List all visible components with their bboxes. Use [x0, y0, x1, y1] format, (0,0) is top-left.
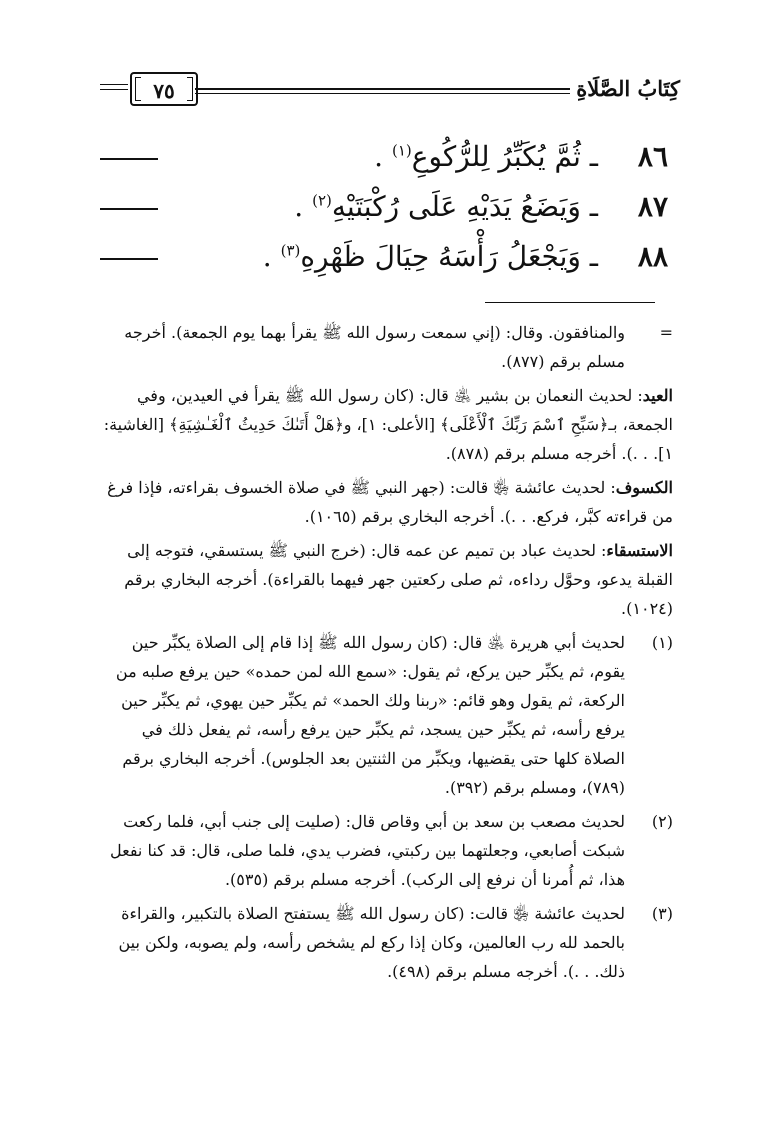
verse-marker-icon [100, 258, 158, 260]
paragraph-text: : لحديث عباد بن تميم عن عمه قال: (خرج النبي ﷺ يستسقي، فتوجه إلى القبلة يدعو، وحوَّل رداءه، ثم صلى ركعتين جهر فيهما بالقراءة). أخرجه البخاري برقم (١٠٢٤). [124, 541, 673, 618]
verse-number: ٨٨ [637, 240, 668, 273]
verse-line-87 [100, 190, 668, 232]
verse-marker-icon [100, 208, 158, 210]
footnote-3 [98, 899, 673, 986]
footnote-2 [98, 807, 673, 894]
verse-text: ـ ثُمَّ يُكَبِّرُ لِلرُّكُوعِ$^{(١)}$ . [374, 140, 598, 173]
footnote-text: لحديث مصعب بن سعد بن أبي وقاص قال: (صليت إلى جنب أبي، فلما ركعت شبكت أصابعي، وجعلتهما بين ركبتي، فضرب يدي، فلما صلى، قال: قد كنا نفعل هذا، ثم أُمرنا أن نرفع إلى الركب). أخرجه مسلم برقم (٥٣٥). [109, 812, 625, 889]
footnote-separator [485, 302, 655, 303]
page-number: ٧٥ [130, 72, 198, 106]
verse-line-86 [100, 140, 668, 182]
header-rule [195, 93, 570, 94]
header-rule [195, 88, 570, 90]
footnote-1 [98, 628, 673, 802]
continuation-text: والمنافقون. وقال: (إني سمعت رسول الله ﷺ يقرأ بهما يوم الجمعة). أخرجه مسلم برقم (٨٧٧). [124, 323, 625, 371]
note-paragraph [98, 473, 673, 531]
continuation-note [98, 318, 673, 376]
verse-text: ـ وَيَضَعُ يَدَيْهِ عَلَى رُكْبَتَيْهِ$^{(٢)}$ . [294, 190, 598, 223]
footnote-ref: (٢) [312, 191, 332, 210]
note-paragraph [98, 536, 673, 623]
footnote-number: (٢) [651, 812, 673, 831]
verse-number: ٨٦ [637, 140, 668, 173]
footnote-ref: (٣) [280, 241, 301, 260]
paragraph-heading: الكسوف [615, 478, 673, 497]
footnote-number: (١) [651, 633, 673, 652]
paragraph-heading: العيد [642, 386, 673, 405]
footnote-ref: (١) [391, 141, 412, 160]
page-header [100, 72, 680, 112]
footnote-text: لحديث أبي هريرة ﵁ قال: (كان رسول الله ﷺ إذا قام إلى الصلاة يكبِّر حين يقوم، ثم يكبِّر حين يركع، ثم يقول: «سمع الله لمن حمده» حين يرفع صلبه من الركعة، ثم يقول وهو قائم: «ربنا ولك الحمد» ثم يكبِّر حين يهوي، ثم يكبِّر حين يرفع رأسه، ثم يكبِّر حين يسجد، ثم يكبِّر حين يرفع رأسه، ثم يفعل ذلك في الصلاة كلها حتى يقضيها، ويكبِّر من الثنتين بعد الجلوس). أخرجه البخاري برقم (٧٨٩)، ومسلم برقم (٣٩٢). [115, 633, 625, 797]
verse-marker-icon [100, 158, 158, 160]
paragraph-heading: الاستسقاء [606, 541, 673, 560]
note-paragraph [98, 381, 673, 468]
verse-text: ـ وَيَجْعَلُ رَأْسَهُ حِيَالَ ظَهْرِهِ$^{(٣)}$ . [262, 240, 598, 273]
footnote-number: (٣) [651, 904, 673, 923]
paragraph-text: : لحديث النعمان بن بشير ﵁ قال: (كان رسول الله ﷺ يقرأ في العيدين، وفي الجمعة، بـ﴿سَبِّحِ ٱسْمَ رَبِّكَ ٱلْأَعْلَى﴾ [الأعلى: ١]، و﴿هَلْ أَتَىٰكَ حَدِيثُ ٱلْغَـٰشِيَةِ﴾ [الغاشية: ١]. . .). أخرجه مسلم برقم (٨٧٨). [103, 386, 673, 463]
header-left-rules [100, 84, 128, 94]
footnote-text: لحديث عائشة ﵂ قالت: (كان رسول الله ﷺ يستفتح الصلاة بالتكبير، والقراءة بالحمد لله رب العالمين، وكان إذا ركع لم يشخص رأسه، ولم يصوبه، ولكن بين ذلك. . .). أخرجه مسلم برقم (٤٩٨). [118, 904, 625, 981]
verse-number: ٨٧ [637, 190, 668, 223]
paragraph-text: : لحديث عائشة ﵂ قالت: (جهر النبي ﷺ في صلاة الخسوف بقراءته، فإذا فرغ من قراءته كبَّر، فركع. . .). أخرجه البخاري برقم (١٠٦٥). [107, 478, 673, 526]
continuation-mark: = [659, 323, 673, 342]
footnotes-section [98, 318, 673, 991]
verse-line-88 [100, 240, 668, 282]
book-title: كِتَابُ الصَّلَاةِ [576, 76, 680, 101]
